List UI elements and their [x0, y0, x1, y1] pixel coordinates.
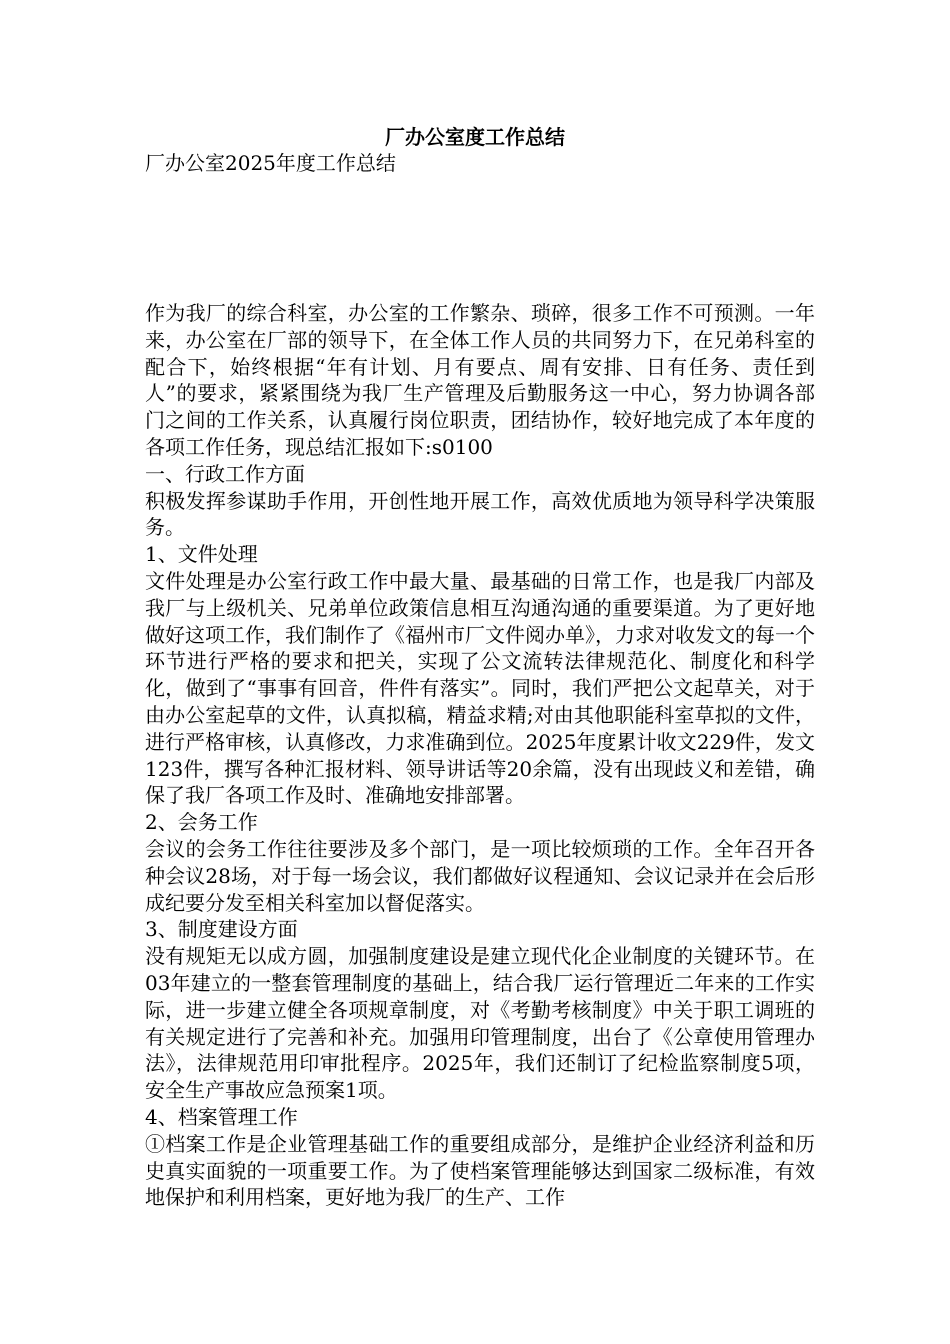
paragraph-archives: ①档案工作是企业管理基础工作的重要组成部分，是维护企业经济利益和历史真实面貌的一项重要工作。为了使档案管理能够达到国家二级标准，有效地保护和利用档案，更好地为我厂的生产、工作 — [145, 1131, 815, 1210]
subsection-heading-rules: 3、制度建设方面 — [145, 917, 298, 942]
subsection-heading-archives: 4、档案管理工作 — [145, 1104, 298, 1129]
paragraph-documents: 文件处理是办公室行政工作中最大量、最基础的日常工作，也是我厂内部及我厂与上级机关、兄弟单位政策信息相互沟通沟通的重要渠道。为了更好地做好这项工作，我们制作了《福州市厂文件阅办单》，力求对收发文的每一个环节进行严格的要求和把关，实现了公文流转法律规范化、制度化和科学化，做到了“事事有回音，件件有落实”。同时，我们严把公文起草关，对于由办公室起草的文件，认真拟稿，精益求精;对由其他职能科室草拟的文件，进行严格审核，认真修改，力求准确到位。2025年度累计收文229件，发文123件，撰写各种汇报材料、领导讲话等20余篇，没有出现歧义和差错，确保了我厂各项工作及时、准确地安排部署。 — [145, 568, 815, 808]
document-body — [145, 300, 815, 1211]
paragraph-admin-summary: 积极发挥参谋助手作用，开创性地开展工作，高效优质地为领导科学决策服务。 — [145, 488, 815, 540]
paragraph-intro: 作为我厂的综合科室，办公室的工作繁杂、琐碎，很多工作不可预测。一年来，办公室在厂部的领导下，在全体工作人员的共同努力下，在兄弟科室的配合下，始终根据“年有计划、月有要点、周有安排、日有任务、责任到人”的要求，紧紧围绕为我厂生产管理及后勤服务这一中心，努力协调各部门之间的工作关系，认真履行岗位职责，团结协作，较好地完成了本年度的各项工作任务，现总结汇报如下:s0100 — [145, 301, 815, 459]
subsection-heading-documents: 1、文件处理 — [145, 542, 258, 567]
section-heading-admin: 一、行政工作方面 — [145, 461, 305, 486]
paragraph-meetings: 会议的会务工作往往要涉及多个部门，是一项比较烦琐的工作。全年召开各种会议28场，对于每一场会议，我们都做好议程通知、会议记录并在会后形成纪要分发至相关科室加以督促落实。 — [145, 836, 815, 915]
paragraph-rules: 没有规矩无以成方圆，加强制度建设是建立现代化企业制度的关键环节。在03年建立的一整套管理制度的基础上，结合我厂运行管理近二年来的工作实际，进一步建立健全各项规章制度，对《考勤考核制度》中关于职工调班的有关规定进行了完善和补充。加强用印管理制度，出台了《公章使用管理办法》，法律规范用印审批程序。2025年，我们还制订了纪检监察制度5项，安全生产事故应急预案1项。 — [145, 944, 815, 1103]
subsection-heading-meetings: 2、会务工作 — [145, 810, 258, 835]
document-subtitle: 厂办公室2025年度工作总结 — [145, 151, 396, 175]
document-title: 厂办公室度工作总结 — [385, 125, 565, 149]
